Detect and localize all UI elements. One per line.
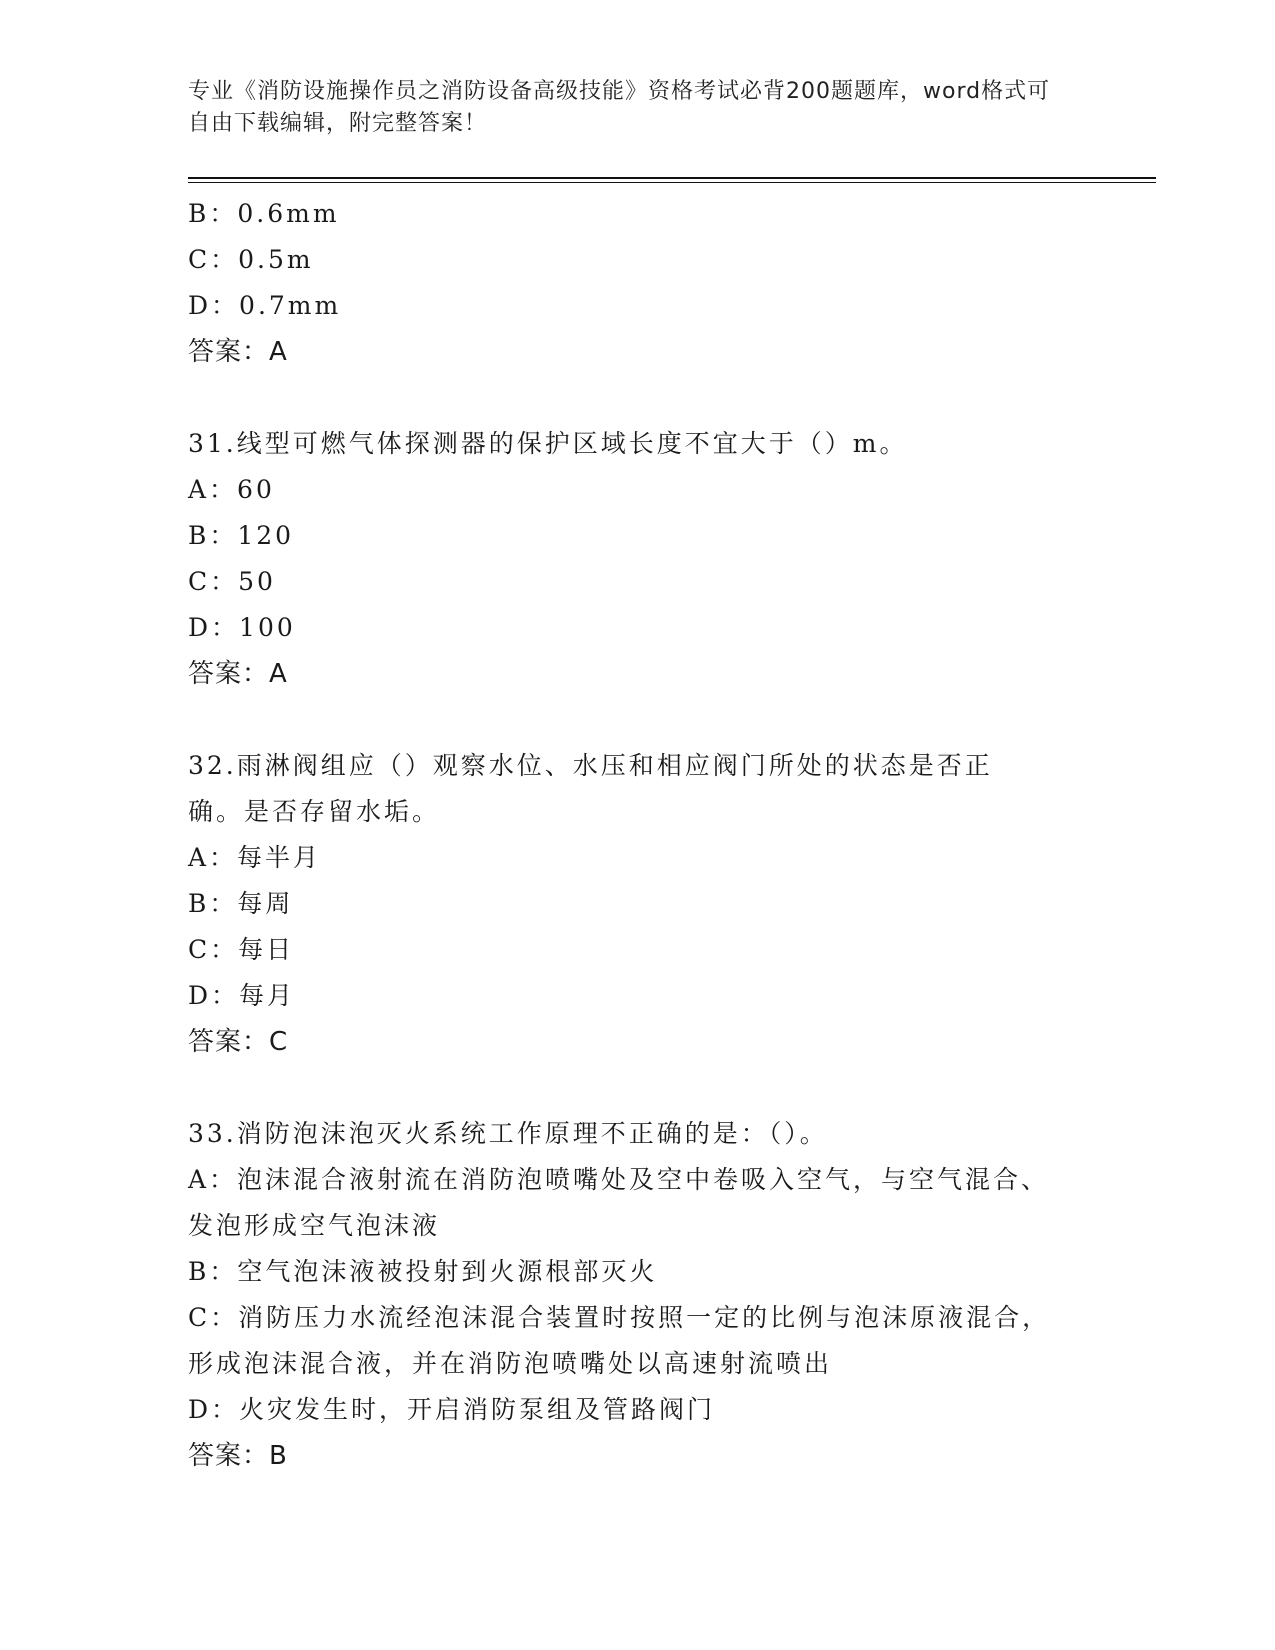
answer-line: 答案：A <box>188 337 288 367</box>
question-31 <box>188 421 1088 697</box>
header-divider-thin <box>188 182 1156 183</box>
question-content <box>188 191 1088 1479</box>
option-d: D：每月 <box>188 981 296 1010</box>
option-a: A：60 <box>188 475 275 504</box>
option-a: A：每半月 <box>188 843 322 872</box>
question-text: 31.线型可燃气体探测器的保护区域长度不宜大于（）m。 <box>188 429 908 458</box>
spacer <box>188 697 1088 743</box>
question-32 <box>188 743 1088 1065</box>
option-c: C：每日 <box>188 935 295 964</box>
document-header: 专业《消防设施操作员之消防设备高级技能》资格考试必背200题题库，word格式可自由下载编辑，附完整答案！ <box>188 79 1051 136</box>
answer-line: 答案：A <box>188 659 288 689</box>
header-divider <box>188 177 1156 179</box>
option-a: A：泡沫混合液射流在消防泡喷嘴处及空中卷吸入空气，与空气混合、发泡形成空气泡沫液 <box>188 1165 1050 1240</box>
answer-line: 答案：B <box>188 1441 288 1471</box>
option-d: D：0.7mm <box>188 291 342 320</box>
option-b: B：空气泡沫液被投射到火源根部灭火 <box>188 1257 658 1286</box>
option-c: C：消防压力水流经泡沫混合装置时按照一定的比例与泡沫原液混合，形成泡沫混合液，并在消防泡喷嘴处以高速射流喷出 <box>188 1303 1051 1378</box>
option-d: D：100 <box>188 613 296 642</box>
question-33 <box>188 1111 1088 1479</box>
question-text: 33.消防泡沫泡灭火系统工作原理不正确的是：（）。 <box>188 1119 828 1148</box>
spacer <box>188 1065 1088 1111</box>
option-b: B：每周 <box>188 889 294 918</box>
option-d: D：火灾发生时，开启消防泵组及管路阀门 <box>188 1395 716 1424</box>
answer-line: 答案：C <box>188 1027 289 1057</box>
option-c: C：0.5m <box>188 245 314 274</box>
spacer <box>188 375 1088 421</box>
previous-question-tail <box>188 191 1088 375</box>
option-b: B：0.6mm <box>188 199 340 228</box>
option-c: C：50 <box>188 567 276 596</box>
question-text: 32.雨淋阀组应（）观察水位、水压和相应阀门所处的状态是否正确。是否存留水垢。 <box>188 751 993 826</box>
option-b: B：120 <box>188 521 295 550</box>
